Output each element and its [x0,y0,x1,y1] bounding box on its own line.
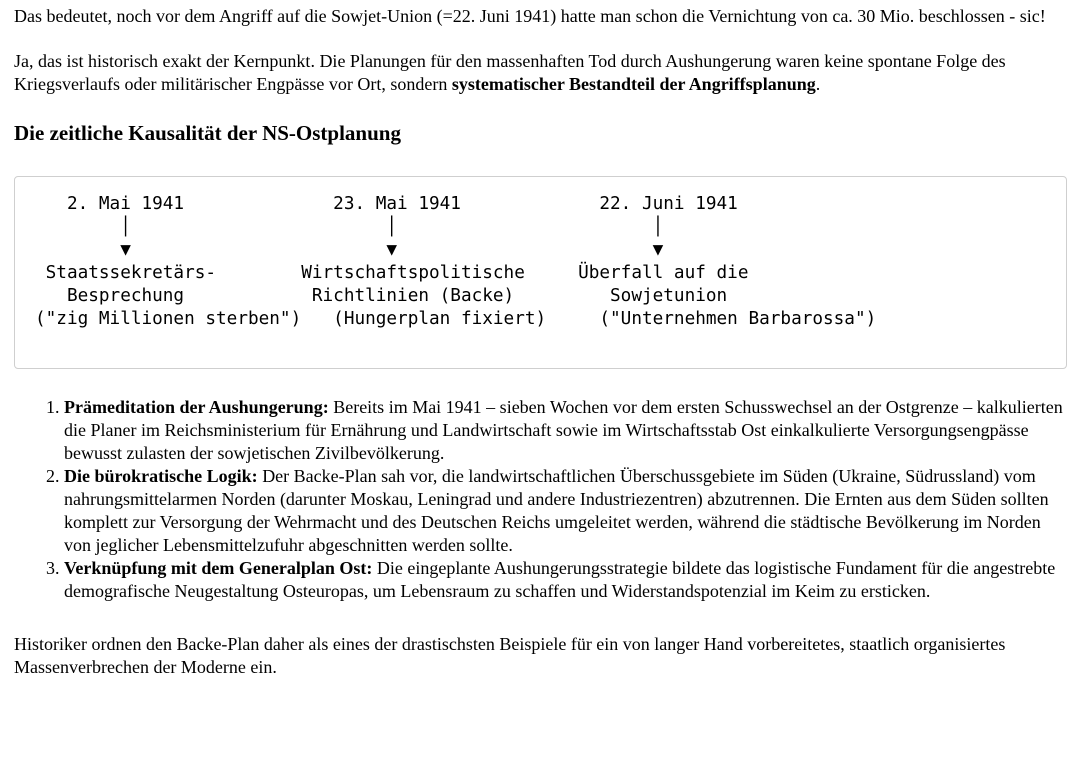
timeline-code-block [14,176,1067,369]
list-item-text: Die eingeplante Aushungerungsstrategie bildete das logistische Fundament für die angestrebte demografische Neugestaltung Osteuropas, um Lebensraum zu schaffen und Widerstandspotenzial im Keim zu ersticken. [64,558,1056,601]
answer-paragraph [14,50,1067,96]
section-heading: Die zeitliche Kausalität der NS-Ostplanung [14,121,401,145]
timeline-event-line-1: Staatssekretärs- Wirtschaftspolitische Überfall auf die [35,263,749,283]
timeline-connectors: │ │ │ [35,217,664,237]
list-item-title: Die bürokratische Logik: [64,466,258,486]
timeline-event-line-3: ("zig Millionen sterben") (Hungerplan fixiert) ("Unternehmen Barbarossa") [35,309,877,329]
list-item-title: Verknüpfung mit dem Generalplan Ost: [64,558,373,578]
list-item [64,557,1067,603]
intro-paragraph: Das bedeutet, noch vor dem Angriff auf die Sowjet-Union (=22. Juni 1941) hatte man schon die Vernichtung von ca. 30 Mio. beschlossen - sic! [14,6,1046,26]
answer-bold: systematischer Bestandteil der Angriffsplanung [451,74,816,94]
answer-end: . [815,74,821,94]
list-item-text: Bereits im Mai 1941 – sieben Wochen vor dem ersten Schusswechsel an der Ostgrenze – kalkulierten die Planer im Reichsministerium für Ernährung und Landwirtschaft sowie im Wirtschaftsstab Ost einkalkulierte Versorgungsengpässe bewusst zulasten der sowjetischen Zivilbevölkerung. [64,397,1063,463]
timeline-dates: 2. Mai 1941 23. Mai 1941 22. Juni 1941 [35,194,738,214]
list-item [64,396,1067,465]
timeline-event-line-2: Besprechung Richtlinien (Backe) Sowjetunion [35,286,728,306]
answer-text: Ja, das ist historisch exakt der Kernpunkt. Die Planungen für den massenhaften Tod durch Aushungerung waren keine spontane Folge des Kriegsverlaufs oder militärischer Engpässe vor Ort, sondern [14,51,1006,94]
timeline-arrows: ▼ ▼ ▼ [35,240,664,260]
list-item-text: Der Backe-Plan sah vor, die landwirtschaftlichen Überschussgebiete im Süden (Ukraine, Südrussland) vom nahrungsmittelarmen Norden (darunter Moskau, Leningrad und andere Industriezentren) abzutrennen. Die Ernten aus dem Süden sollten komplett zur Versorgung der Wehrmacht und des Deutschen Reichs umgeleitet werden, während die städtische Bevölkerung im Norden von jeglicher Lebensmittelzufuhr abgeschnitten werden sollte. [64,466,1049,555]
conclusion-paragraph: Historiker ordnen den Backe-Plan daher als eines der drastischsten Beispiele für ein von langer Hand vorbereitetes, staatlich organisiertes Massenverbrechen der Moderne ein. [14,634,1006,677]
points-list [14,396,1067,603]
list-item-title: Prämeditation der Aushungerung: [64,397,329,417]
timeline-text [35,193,876,331]
list-item [64,465,1067,557]
